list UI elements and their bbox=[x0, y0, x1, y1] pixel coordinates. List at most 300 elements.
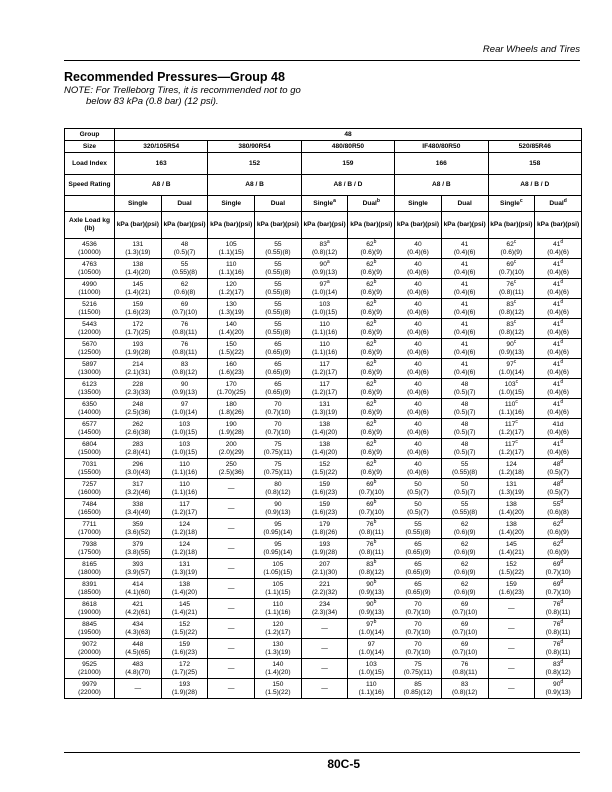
single-header bbox=[488, 196, 535, 212]
unit-header: kPa (bar)(psi) bbox=[488, 212, 535, 239]
pressure-value bbox=[125, 601, 150, 616]
pressure-value bbox=[545, 598, 571, 616]
pressure-cell bbox=[395, 299, 442, 319]
pressure-cell bbox=[348, 479, 395, 499]
pressure-cell bbox=[255, 559, 302, 579]
pressure-cell bbox=[348, 679, 395, 699]
unit-header: kPa (bar)(psi) bbox=[441, 212, 488, 239]
axle-load-kg: 7031 bbox=[82, 460, 97, 468]
pressure-kpa: 62 bbox=[366, 440, 374, 448]
pressure-value bbox=[265, 421, 290, 436]
pressure-kpa: 170 bbox=[225, 380, 237, 388]
axle-load-lb: (10500) bbox=[78, 268, 101, 276]
axle-load-lb: (11000) bbox=[78, 288, 101, 296]
pressure-value bbox=[125, 301, 150, 316]
footnote-marker: b bbox=[373, 538, 377, 545]
pressure-value bbox=[311, 258, 338, 276]
pressure-value bbox=[407, 301, 429, 316]
group-row bbox=[65, 129, 582, 141]
pressure-value bbox=[311, 238, 338, 256]
pressure-bar-psi: (1.0)(14) bbox=[498, 368, 524, 376]
pressure-cell bbox=[488, 619, 535, 639]
pressure-cell bbox=[161, 519, 208, 539]
pressure-value: — bbox=[227, 624, 235, 632]
axle-load-lb: (10000) bbox=[78, 248, 101, 256]
pressure-kpa: 62 bbox=[366, 420, 374, 428]
pressure-kpa: 69 bbox=[460, 640, 469, 648]
pressure-kpa: 140 bbox=[225, 320, 237, 328]
pressure-cell bbox=[488, 579, 535, 599]
axle-load-lb: (21000) bbox=[78, 668, 101, 676]
pressure-bar-psi: (1.0)(15) bbox=[358, 668, 384, 676]
table-row bbox=[65, 379, 582, 399]
pressure-bar-psi: (0.6)(9) bbox=[360, 288, 383, 296]
pressure-bar-psi: (0.6)(9) bbox=[360, 368, 383, 376]
pressure-bar-psi: (0.7)(10) bbox=[405, 648, 431, 656]
pressure-kpa: 48 bbox=[553, 460, 561, 468]
pressure-value bbox=[360, 238, 383, 256]
pressure-cell bbox=[115, 639, 162, 659]
pressure-cell bbox=[441, 439, 488, 459]
size-cell: 380/90R54 bbox=[208, 141, 301, 153]
pressure-value bbox=[265, 601, 290, 616]
footnote-marker: d bbox=[560, 318, 564, 325]
pressure-value: — bbox=[227, 504, 235, 512]
pressure-kpa: 41 bbox=[553, 240, 561, 248]
pressure-kpa: 110 bbox=[179, 460, 190, 468]
pressure-kpa: 83 bbox=[553, 660, 561, 668]
pressure-table bbox=[64, 128, 582, 699]
pressure-cell bbox=[208, 439, 255, 459]
pressure-bar-psi: (2.3)(33) bbox=[125, 388, 151, 396]
pressure-bar-psi: (0.55)(8) bbox=[265, 288, 291, 296]
pressure-value bbox=[312, 561, 337, 576]
pressure-cell bbox=[161, 479, 208, 499]
pressure-cell bbox=[301, 539, 348, 559]
group-label: Group bbox=[65, 129, 115, 141]
pressure-value bbox=[219, 301, 244, 316]
pressure-kpa: 131 bbox=[319, 400, 331, 408]
pressure-bar-psi: (0.4)(6) bbox=[453, 288, 476, 296]
pressure-value bbox=[547, 518, 569, 536]
pressure-kpa: 159 bbox=[132, 300, 144, 308]
pressure-cell bbox=[208, 479, 255, 499]
pressure-kpa: 105 bbox=[225, 240, 237, 248]
pressure-bar-psi: (1.4)(20) bbox=[218, 328, 244, 336]
pressure-kpa: 41 bbox=[553, 260, 561, 268]
pressure-cell bbox=[161, 279, 208, 299]
pressure-kpa: 76 bbox=[180, 320, 189, 328]
table-row bbox=[65, 359, 582, 379]
pressure-kpa: 69 bbox=[366, 500, 374, 508]
pressure-cell bbox=[441, 419, 488, 439]
pressure-cell bbox=[488, 259, 535, 279]
axle-load-kg: 4990 bbox=[82, 280, 97, 288]
dual-header bbox=[348, 196, 395, 212]
axle-load-lb: (15500) bbox=[78, 468, 101, 476]
pressure-bar-psi: (0.8)(11) bbox=[172, 348, 197, 356]
pressure-kpa: 41 bbox=[553, 280, 561, 288]
pressure-kpa: 234 bbox=[319, 600, 331, 608]
pressure-kpa: 190 bbox=[225, 420, 237, 428]
pressure-value bbox=[265, 321, 290, 336]
pressure-cell bbox=[395, 659, 442, 679]
pressure-value bbox=[358, 538, 384, 556]
pressure-kpa: 41 bbox=[553, 340, 561, 348]
pressure-cell bbox=[255, 599, 302, 619]
footnote-marker: b bbox=[373, 498, 377, 505]
pressure-kpa: 69 bbox=[506, 260, 514, 268]
pressure-kpa: 138 bbox=[319, 440, 331, 448]
axle-load-kg: 5670 bbox=[82, 340, 97, 348]
footnote-marker: b bbox=[373, 418, 377, 425]
pressure-value bbox=[360, 418, 383, 436]
pressure-kpa: 221 bbox=[319, 580, 331, 588]
pressure-kpa: 97 bbox=[180, 400, 189, 408]
pressure-kpa: 152 bbox=[505, 560, 517, 568]
pressure-bar-psi: (1.1)(16) bbox=[171, 468, 198, 476]
pressure-kpa: 41 bbox=[553, 440, 561, 448]
pressure-cell bbox=[115, 499, 162, 519]
pressure-cell bbox=[115, 619, 162, 639]
pressure-value: — bbox=[508, 604, 515, 612]
pressure-cell bbox=[535, 539, 582, 559]
pressure-cell bbox=[301, 639, 348, 659]
pressure-kpa: 69 bbox=[553, 580, 561, 588]
pressure-bar-psi: (0.75)(11) bbox=[403, 668, 433, 676]
pressure-kpa: 41 bbox=[460, 300, 469, 308]
pressure-bar-psi: (1.1)(16) bbox=[311, 348, 338, 356]
pressure-bar-psi: (0.4)(6) bbox=[547, 268, 569, 276]
pressure-bar-psi: (1.5)(22) bbox=[265, 688, 291, 696]
pressure-cell bbox=[208, 379, 255, 399]
pressure-value bbox=[172, 361, 197, 376]
pressure-value bbox=[172, 461, 197, 476]
pressure-value bbox=[263, 521, 292, 536]
pressure-bar-psi: (0.8)(11) bbox=[358, 528, 384, 536]
pressure-cell bbox=[161, 659, 208, 679]
pressure-value bbox=[172, 621, 197, 636]
pressure-bar-psi: (0.55)(8) bbox=[265, 248, 291, 256]
pressure-kpa: 62 bbox=[366, 460, 374, 468]
pressure-bar-psi: (1.1)(16) bbox=[171, 488, 198, 496]
pressure-bar-psi: (0.8)(11) bbox=[498, 288, 524, 296]
pressure-value bbox=[312, 381, 337, 396]
pressure-value bbox=[125, 481, 150, 496]
pressure-cell bbox=[488, 659, 535, 679]
pressure-value bbox=[312, 461, 337, 476]
pressure-kpa: 90 bbox=[553, 680, 561, 688]
axle-load-kg: 7484 bbox=[82, 500, 97, 508]
pressure-kpa: 124 bbox=[179, 520, 191, 528]
axle-load-lb: (16000) bbox=[78, 488, 101, 496]
pressure-bar-psi: (1.7)(25) bbox=[171, 668, 198, 676]
pressure-bar-psi: (1.6)(23) bbox=[171, 648, 198, 656]
pressure-bar-psi: (0.7)(10) bbox=[452, 608, 478, 616]
pressure-bar-psi: (1.3)(19) bbox=[218, 308, 244, 316]
pressure-value bbox=[172, 261, 197, 276]
pressure-bar-psi: (2.5)(36) bbox=[218, 468, 244, 476]
axle-load-cell bbox=[65, 439, 115, 459]
pressure-cell bbox=[161, 339, 208, 359]
pressure-kpa: 76 bbox=[180, 340, 189, 348]
pressure-value bbox=[125, 401, 150, 416]
pressure-kpa: 62 bbox=[366, 300, 374, 308]
pressure-cell bbox=[255, 319, 302, 339]
pressure-kpa: 379 bbox=[132, 540, 144, 548]
pressure-cell bbox=[161, 559, 208, 579]
pressure-kpa: 130 bbox=[225, 300, 237, 308]
pressure-bar-psi: (0.7)(10) bbox=[545, 568, 571, 576]
pressure-value bbox=[407, 261, 429, 276]
pressure-kpa: 76 bbox=[366, 540, 374, 548]
pressure-value bbox=[405, 521, 430, 536]
pressure-kpa: 40 bbox=[414, 240, 422, 248]
axle-load-lb: (19000) bbox=[78, 608, 101, 616]
table-row bbox=[65, 559, 582, 579]
pressure-bar-psi: (0.8)(11) bbox=[545, 648, 571, 656]
pressure-value bbox=[172, 401, 197, 416]
pressure-kpa: 40 bbox=[414, 440, 422, 448]
pressure-value bbox=[454, 541, 476, 556]
pressure-kpa: 145 bbox=[179, 600, 191, 608]
pressure-bar-psi: (0.6)(8) bbox=[547, 508, 569, 516]
pressure-value bbox=[125, 541, 150, 556]
pressure-value bbox=[265, 641, 290, 656]
axle-load-cell bbox=[65, 639, 115, 659]
pressure-kpa: 359 bbox=[132, 520, 144, 528]
pressure-kpa: 150 bbox=[225, 340, 237, 348]
pressure-bar-psi: (0.95)(14) bbox=[263, 548, 293, 556]
pressure-value bbox=[547, 538, 569, 556]
pressure-value bbox=[125, 341, 150, 356]
footnote-marker: d bbox=[560, 278, 564, 285]
pressure-value bbox=[125, 261, 150, 276]
pressure-bar-psi: (0.6)(9) bbox=[453, 568, 476, 576]
speed-rating-cell: A8 / B bbox=[395, 175, 488, 196]
pressure-value bbox=[172, 341, 197, 356]
pressure-bar-psi: (1.0)(14) bbox=[358, 628, 384, 636]
pressure-value bbox=[545, 558, 571, 576]
pressure-bar-psi: (0.8)(12) bbox=[358, 568, 384, 576]
axle-load-cell bbox=[65, 519, 115, 539]
pressure-value bbox=[404, 661, 432, 676]
pressure-bar-psi: (0.4)(6) bbox=[547, 428, 569, 436]
pressure-cell bbox=[348, 539, 395, 559]
pressure-bar-psi: (2.3)(34) bbox=[311, 608, 338, 616]
pressure-bar-psi: (1.6)(23) bbox=[498, 588, 524, 596]
pressure-cell bbox=[535, 479, 582, 499]
pressure-bar-psi: (0.8)(12) bbox=[545, 668, 571, 676]
pressure-value bbox=[312, 601, 337, 616]
pressure-bar-psi: (0.6)(9) bbox=[360, 268, 383, 276]
pressure-cell bbox=[441, 299, 488, 319]
pressure-cell bbox=[208, 679, 255, 699]
pressure-bar-psi: (0.6)(9) bbox=[453, 528, 476, 536]
pressure-bar-psi: (0.4)(6) bbox=[407, 368, 429, 376]
pressure-bar-psi: (1.9)(28) bbox=[218, 428, 244, 436]
pressure-cell bbox=[488, 499, 535, 519]
pressure-cell bbox=[255, 299, 302, 319]
pressure-bar-psi: (0.8)(12) bbox=[498, 308, 524, 316]
axle-load-cell bbox=[65, 499, 115, 519]
pressure-cell bbox=[535, 519, 582, 539]
pressure-bar-psi: (0.65)(9) bbox=[265, 368, 291, 376]
pressure-cell bbox=[161, 299, 208, 319]
pressure-kpa: 76 bbox=[553, 620, 561, 628]
pressure-value bbox=[174, 241, 196, 256]
pressure-value: — bbox=[227, 484, 235, 492]
size-cell: IF480/80R50 bbox=[395, 141, 488, 153]
pressure-bar-psi: (0.9)(13) bbox=[171, 388, 198, 396]
pressure-value bbox=[358, 578, 384, 596]
pressure-kpa: 83 bbox=[460, 680, 469, 688]
pressure-bar-psi: (1.4)(21) bbox=[171, 608, 198, 616]
pressure-cell bbox=[488, 399, 535, 419]
pressure-value bbox=[454, 361, 476, 376]
pressure-bar-psi: (0.7)(10) bbox=[265, 408, 291, 416]
pressure-value: — bbox=[227, 644, 235, 652]
pressure-bar-psi: (1.2)(17) bbox=[265, 628, 291, 636]
pressure-bar-psi: (1.8)(26) bbox=[311, 528, 338, 536]
unit-header: kPa (bar)(psi) bbox=[255, 212, 302, 239]
pressure-value bbox=[358, 558, 384, 576]
pressure-kpa: 317 bbox=[132, 480, 144, 488]
pressure-cell bbox=[208, 639, 255, 659]
pressure-kpa: 41 bbox=[460, 320, 469, 328]
footnote-marker: d bbox=[560, 618, 564, 625]
pressure-bar-psi: (1.2)(17) bbox=[218, 288, 244, 296]
footnote-marker: b bbox=[373, 378, 377, 385]
axle-load-kg: 6804 bbox=[82, 440, 97, 448]
pressure-value bbox=[452, 461, 477, 476]
table-row bbox=[65, 279, 582, 299]
footnote-marker: c bbox=[515, 418, 518, 425]
pressure-cell bbox=[115, 359, 162, 379]
pressure-bar-psi: (0.4)(6) bbox=[547, 328, 569, 336]
pressure-kpa: 55 bbox=[414, 520, 422, 528]
axle-load-kg: 7711 bbox=[82, 520, 97, 528]
pressure-kpa: 55 bbox=[460, 460, 469, 468]
pressure-bar-psi: (0.55)(8) bbox=[405, 528, 431, 536]
pressure-kpa: 103 bbox=[319, 300, 331, 308]
pressure-bar-psi: (0.65)(9) bbox=[405, 568, 431, 576]
pressure-value bbox=[265, 681, 290, 696]
pressure-bar-psi: (0.4)(6) bbox=[547, 448, 569, 456]
pressure-kpa: 41 bbox=[460, 360, 469, 368]
footnote-marker: d bbox=[560, 478, 564, 485]
pressure-cell bbox=[395, 639, 442, 659]
pressure-cell bbox=[488, 559, 535, 579]
pressure-bar-psi: (1.0)(14) bbox=[311, 288, 338, 296]
load-index-cell: 166 bbox=[395, 153, 488, 175]
axle-load-lb: (20000) bbox=[78, 648, 101, 656]
pressure-cell bbox=[115, 399, 162, 419]
pressure-kpa: 55 bbox=[274, 260, 282, 268]
pressure-value bbox=[172, 501, 197, 516]
pressure-cell bbox=[301, 679, 348, 699]
axle-load-cell bbox=[65, 279, 115, 299]
pressure-value bbox=[125, 241, 150, 256]
pressure-cell bbox=[348, 559, 395, 579]
pressure-kpa: 105 bbox=[272, 580, 284, 588]
pressure-kpa: 90 bbox=[506, 340, 514, 348]
axle-load-lb: (18000) bbox=[78, 568, 101, 576]
footnote-marker: b bbox=[373, 318, 377, 325]
pressure-value bbox=[454, 441, 476, 456]
pressure-value bbox=[125, 281, 150, 296]
axle-load-lb: (13000) bbox=[78, 368, 101, 376]
pressure-value bbox=[454, 561, 476, 576]
pressure-value bbox=[358, 498, 384, 516]
pressure-value bbox=[263, 541, 292, 556]
pressure-kpa: 75 bbox=[274, 460, 282, 468]
footnote-marker: d bbox=[560, 598, 564, 605]
pressure-kpa: 483 bbox=[132, 660, 144, 668]
pressure-kpa: 48 bbox=[180, 240, 189, 248]
pressure-kpa: 62 bbox=[553, 540, 561, 548]
pressure-kpa: 65 bbox=[274, 360, 282, 368]
pressure-value bbox=[407, 381, 429, 396]
pressure-cell bbox=[441, 639, 488, 659]
pressure-cell bbox=[208, 519, 255, 539]
axle-load-cell bbox=[65, 319, 115, 339]
pressure-kpa: 159 bbox=[179, 640, 191, 648]
pressure-cell bbox=[301, 379, 348, 399]
axle-load-kg: 5897 bbox=[82, 360, 97, 368]
pressure-bar-psi: (0.5)(7) bbox=[173, 248, 196, 256]
unit-header: kPa (bar)(psi) bbox=[161, 212, 208, 239]
pressure-cell bbox=[161, 399, 208, 419]
pressure-cell bbox=[115, 419, 162, 439]
speed-rating-label: Speed Rating bbox=[65, 175, 115, 196]
single-dual-row bbox=[65, 196, 582, 212]
axle-load-lb: (14000) bbox=[78, 408, 101, 416]
pressure-kpa: 207 bbox=[319, 560, 331, 568]
pressure-cell bbox=[161, 359, 208, 379]
speed-rating-cell: A8 / B / D bbox=[301, 175, 394, 196]
pressure-value bbox=[545, 618, 571, 636]
pressure-bar-psi: (0.75)(11) bbox=[263, 468, 293, 476]
pressure-kpa: 62 bbox=[460, 520, 469, 528]
pressure-kpa: 131 bbox=[179, 560, 191, 568]
pressure-bar-psi: (1.4)(20) bbox=[311, 428, 338, 436]
pressure-kpa: 159 bbox=[319, 500, 331, 508]
axle-load-kg: 7938 bbox=[82, 540, 97, 548]
pressure-kpa: 83 bbox=[366, 560, 374, 568]
pressure-cell bbox=[348, 399, 395, 419]
pressure-cell bbox=[301, 579, 348, 599]
pressure-kpa: 40 bbox=[414, 340, 422, 348]
pressure-kpa: 105 bbox=[272, 560, 284, 568]
footnote-marker: c bbox=[513, 238, 517, 245]
pressure-cell bbox=[348, 579, 395, 599]
pressure-bar-psi: (1.4)(20) bbox=[125, 268, 151, 276]
pressure-cell bbox=[255, 359, 302, 379]
pressure-cell bbox=[535, 339, 582, 359]
pressure-value bbox=[360, 258, 383, 276]
pressure-cell bbox=[441, 539, 488, 559]
pressure-value bbox=[500, 238, 523, 256]
pressure-kpa: 103 bbox=[504, 380, 516, 388]
pressure-bar-psi: (0.4)(6) bbox=[547, 388, 569, 396]
pressure-table-body bbox=[65, 129, 582, 699]
pressure-bar-psi: (3.0)(43) bbox=[125, 468, 151, 476]
pressure-value bbox=[547, 498, 569, 516]
pressure-bar-psi: (0.6)(9) bbox=[453, 588, 476, 596]
pressure-value bbox=[407, 421, 429, 436]
pressure-cell bbox=[395, 399, 442, 419]
